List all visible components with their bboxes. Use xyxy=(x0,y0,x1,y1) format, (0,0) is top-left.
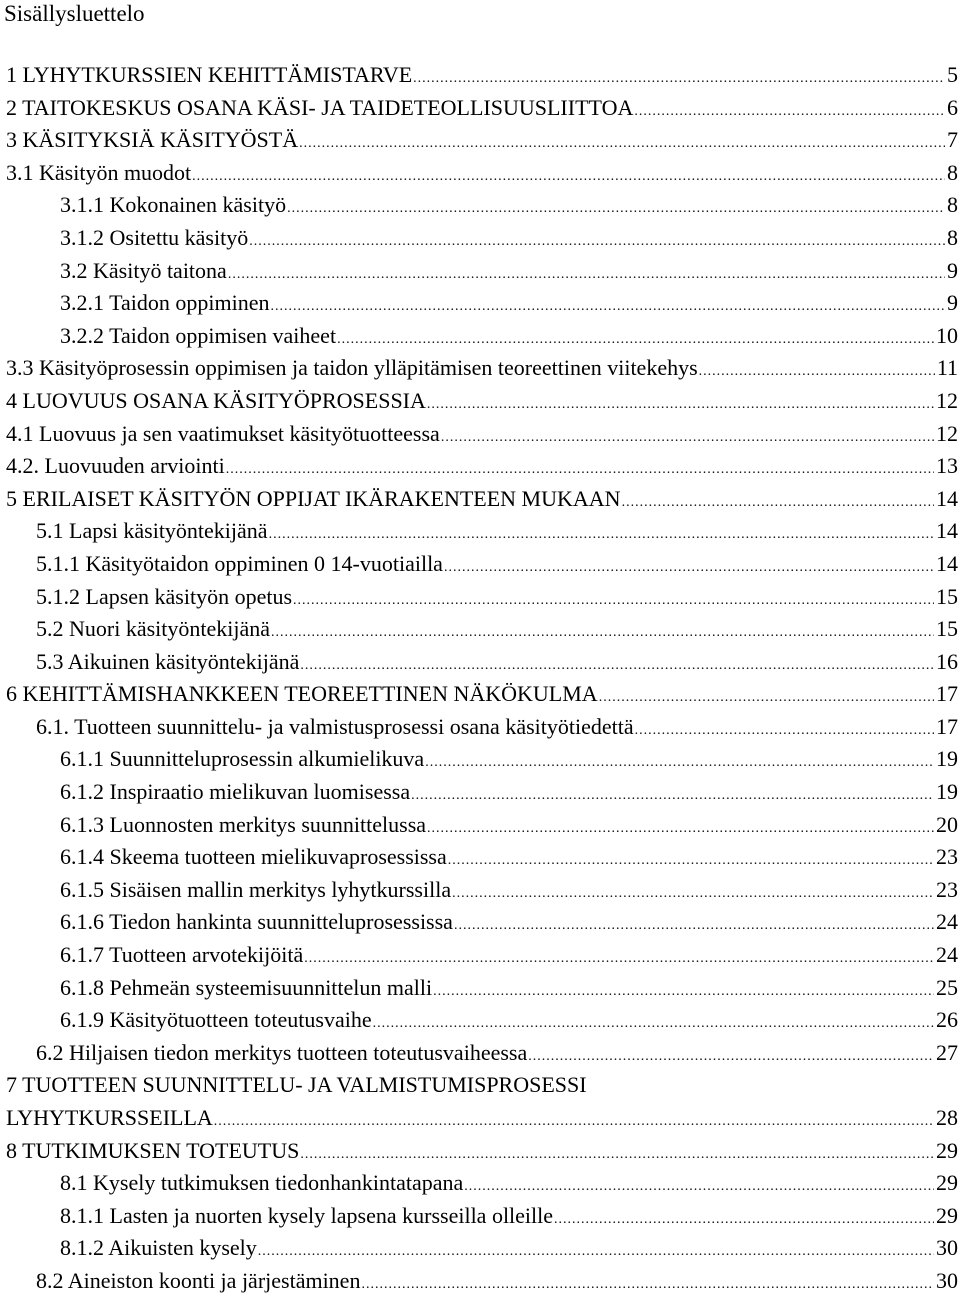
toc-entry[interactable] xyxy=(0,972,958,1005)
toc-entry[interactable] xyxy=(0,646,958,679)
toc-entry-page: 25 xyxy=(936,974,958,1000)
toc-entry-page: 17 xyxy=(936,681,958,707)
toc-entry-page: 14 xyxy=(936,485,958,511)
toc-entry[interactable] xyxy=(0,385,958,418)
toc-entry-page: 8 xyxy=(947,192,958,218)
toc-entry-page: 23 xyxy=(936,876,958,902)
toc-entry-page: 19 xyxy=(936,746,958,772)
toc-entry-page: 29 xyxy=(936,1170,958,1196)
toc-entry-page: 9 xyxy=(947,290,958,316)
toc-entry-title: 8 TUTKIMUKSEN TOTEUTUS xyxy=(6,1137,300,1163)
toc-entry[interactable] xyxy=(0,189,958,222)
toc-entry-title: 3.3 Käsityöprosessin oppimisen ja taidon ylläpitämisen teoreettinen viitekehys xyxy=(6,355,698,381)
toc-entry-page: 30 xyxy=(936,1235,958,1261)
toc-entry[interactable] xyxy=(0,939,958,972)
toc-entry-page: 5 xyxy=(947,62,958,87)
toc-entry-title: 8.1.1 Lasten ja nuorten kysely lapsena kursseilla olleille xyxy=(60,1202,554,1228)
toc-entry[interactable] xyxy=(0,1069,958,1102)
toc-entry-title: 6.1.5 Sisäisen mallin merkitys lyhytkurssilla xyxy=(60,876,452,902)
toc-entry[interactable] xyxy=(0,548,958,581)
toc-entry[interactable] xyxy=(0,613,958,646)
toc-entry[interactable] xyxy=(0,841,958,874)
toc-entry[interactable] xyxy=(0,1232,958,1265)
toc-entry-title: 3 KÄSITYKSIÄ KÄSITYÖSTÄ xyxy=(6,127,299,153)
toc-entry-title: 6.1. Tuotteen suunnittelu- ja valmistusprosessi osana käsityötiedettä xyxy=(36,713,634,739)
toc-entry-title: 3.1.1 Kokonainen käsityö xyxy=(60,192,287,218)
toc-entry-page: 8 xyxy=(947,224,958,250)
toc-entry[interactable] xyxy=(0,255,958,288)
toc-entry-page: 24 xyxy=(936,909,958,935)
toc-entry[interactable] xyxy=(0,1102,958,1135)
toc-dot-leader xyxy=(361,1269,934,1302)
toc-entry[interactable] xyxy=(0,352,958,385)
toc-entry-page: 16 xyxy=(936,648,958,674)
toc-entry-title: 8.2 Aineiston koonti ja järjestäminen xyxy=(36,1267,361,1293)
toc-entry-title: 6.1.7 Tuotteen arvotekijöitä xyxy=(60,942,304,968)
toc-entry-title: 2 TAITOKESKUS OSANA KÄSI- JA TAIDETEOLLISUUSLIITTOA xyxy=(6,94,634,120)
toc-entry-page: 27 xyxy=(936,1039,958,1065)
toc-entry-page: 6 xyxy=(947,94,958,120)
toc-entry[interactable] xyxy=(0,711,958,744)
toc-entry-title: 4 LUOVUUS OSANA KÄSITYÖPROSESSIA xyxy=(6,387,426,413)
toc-entry-page: 28 xyxy=(936,1105,958,1130)
toc-entry-page: 19 xyxy=(936,779,958,805)
toc-entry[interactable] xyxy=(0,59,958,92)
toc-entry-title: 6.1.8 Pehmeän systeemisuunnittelun malli xyxy=(60,974,433,1000)
toc-entry-title: 4.1 Luovuus ja sen vaatimukset käsityötuotteessa xyxy=(6,420,440,446)
toc-entry[interactable] xyxy=(0,92,958,125)
toc-heading: Sisällysluettelo xyxy=(4,1,145,26)
toc-entry[interactable] xyxy=(0,483,958,516)
toc-entry-page: 29 xyxy=(936,1202,958,1228)
toc-entry-title: 5.1.1 Käsityötaidon oppiminen 0 14-vuotiailla xyxy=(36,550,443,576)
toc-entry-title: 5.1 Lapsi käsityöntekijänä xyxy=(36,518,268,544)
toc-entry-title: 7 TUOTTEEN SUUNNITTELU- JA VALMISTUMISPROSESSI xyxy=(6,1072,587,1098)
toc-entry-page: 17 xyxy=(936,713,958,739)
toc-entry-page: 7 xyxy=(947,127,958,153)
toc-entry-page: 24 xyxy=(936,942,958,968)
toc-entry-page: 14 xyxy=(936,550,958,576)
toc-entry-page: 12 xyxy=(936,387,958,413)
toc-entry[interactable] xyxy=(0,776,958,809)
toc-entry-title: LYHYTKURSSEILLA xyxy=(6,1105,213,1130)
toc-entry-page: 23 xyxy=(936,844,958,870)
toc-entry-title: 6.1.2 Inspiraatio mielikuvan luomisessa xyxy=(60,779,411,805)
toc-entry-title: 3.2 Käsityö taitona xyxy=(60,257,227,283)
toc-entry[interactable] xyxy=(0,222,958,255)
toc-entry[interactable] xyxy=(0,418,958,451)
toc-entry-title: 5.1.2 Lapsen käsityön opetus xyxy=(36,583,293,609)
toc-entry[interactable] xyxy=(0,1167,958,1200)
toc-entry-title: 3.1 Käsityön muodot xyxy=(6,159,192,185)
toc-entry-page: 11 xyxy=(936,355,958,381)
toc-entry-page: 14 xyxy=(936,518,958,544)
toc-entry-page: 15 xyxy=(936,583,958,609)
toc-entry-page: 10 xyxy=(936,322,958,348)
toc-list xyxy=(0,59,958,1298)
toc-entry[interactable] xyxy=(0,1004,958,1037)
toc-entry[interactable] xyxy=(0,450,958,483)
toc-entry-title: 5 ERILAISET KÄSITYÖN OPPIJAT IKÄRAKENTEEN MUKAAN xyxy=(6,485,621,511)
toc-entry-page: 15 xyxy=(936,616,958,642)
toc-entry-page: 8 xyxy=(947,159,958,185)
toc-entry-title: 3.2.1 Taidon oppiminen xyxy=(60,290,270,316)
toc-entry-page: 13 xyxy=(936,453,958,479)
toc-entry-page: 26 xyxy=(936,1007,958,1033)
toc-entry-title: 6.1.6 Tiedon hankinta suunnitteluprosessissa xyxy=(60,909,453,935)
toc-entry[interactable] xyxy=(0,320,958,353)
toc-entry-page: 12 xyxy=(936,420,958,446)
toc-entry[interactable] xyxy=(0,906,958,939)
toc-entry-title: 4.2. Luovuuden arviointi xyxy=(6,453,225,479)
toc-entry[interactable] xyxy=(0,1037,958,1070)
toc-entry[interactable] xyxy=(0,678,958,711)
toc-entry[interactable] xyxy=(0,1265,958,1298)
toc-entry[interactable] xyxy=(0,1135,958,1168)
toc-entry[interactable] xyxy=(0,743,958,776)
toc-entry-title: 8.1.2 Aikuisten kysely xyxy=(60,1235,257,1261)
toc-entry-title: 6.1.9 Käsityötuotteen toteutusvaihe xyxy=(60,1007,372,1033)
toc-entry-title: 6.1.3 Luonnosten merkitys suunnittelussa xyxy=(60,811,427,837)
toc-entry-title: 6.1.1 Suunnitteluprosessin alkumielikuva xyxy=(60,746,425,772)
toc-entry-title: 6.1.4 Skeema tuotteen mielikuvaprosessissa xyxy=(60,844,447,870)
toc-entry[interactable] xyxy=(0,1200,958,1233)
toc-entry-title: 3.1.2 Ositettu käsityö xyxy=(60,224,249,250)
toc-entry[interactable] xyxy=(0,157,958,190)
toc-entry[interactable] xyxy=(0,874,958,907)
toc-entry[interactable] xyxy=(0,581,958,614)
toc-entry[interactable] xyxy=(0,124,958,157)
toc-entry-page: 9 xyxy=(947,257,958,283)
toc-entry-page: 20 xyxy=(936,811,958,837)
toc-entry-title: 6.2 Hiljaisen tiedon merkitys tuotteen toteutusvaiheessa xyxy=(36,1039,528,1065)
toc-entry-title: 5.2 Nuori käsityöntekijänä xyxy=(36,616,271,642)
toc-entry-page: 30 xyxy=(936,1267,958,1293)
toc-entry-title: 6 KEHITTÄMISHANKKEEN TEOREETTINEN NÄKÖKULMA xyxy=(6,681,598,707)
toc-entry[interactable] xyxy=(0,287,958,320)
toc-entry-title: 5.3 Aikuinen käsityöntekijänä xyxy=(36,648,300,674)
toc-entry[interactable] xyxy=(0,809,958,842)
toc-entry[interactable] xyxy=(0,515,958,548)
toc-entry-page: 29 xyxy=(936,1137,958,1163)
toc-entry-title: 3.2.2 Taidon oppimisen vaiheet xyxy=(60,322,337,348)
toc-entry-title: 1 LYHYTKURSSIEN KEHITTÄMISTARVE xyxy=(6,62,413,87)
toc-entry-title: 8.1 Kysely tutkimuksen tiedonhankintatapana xyxy=(60,1170,464,1196)
